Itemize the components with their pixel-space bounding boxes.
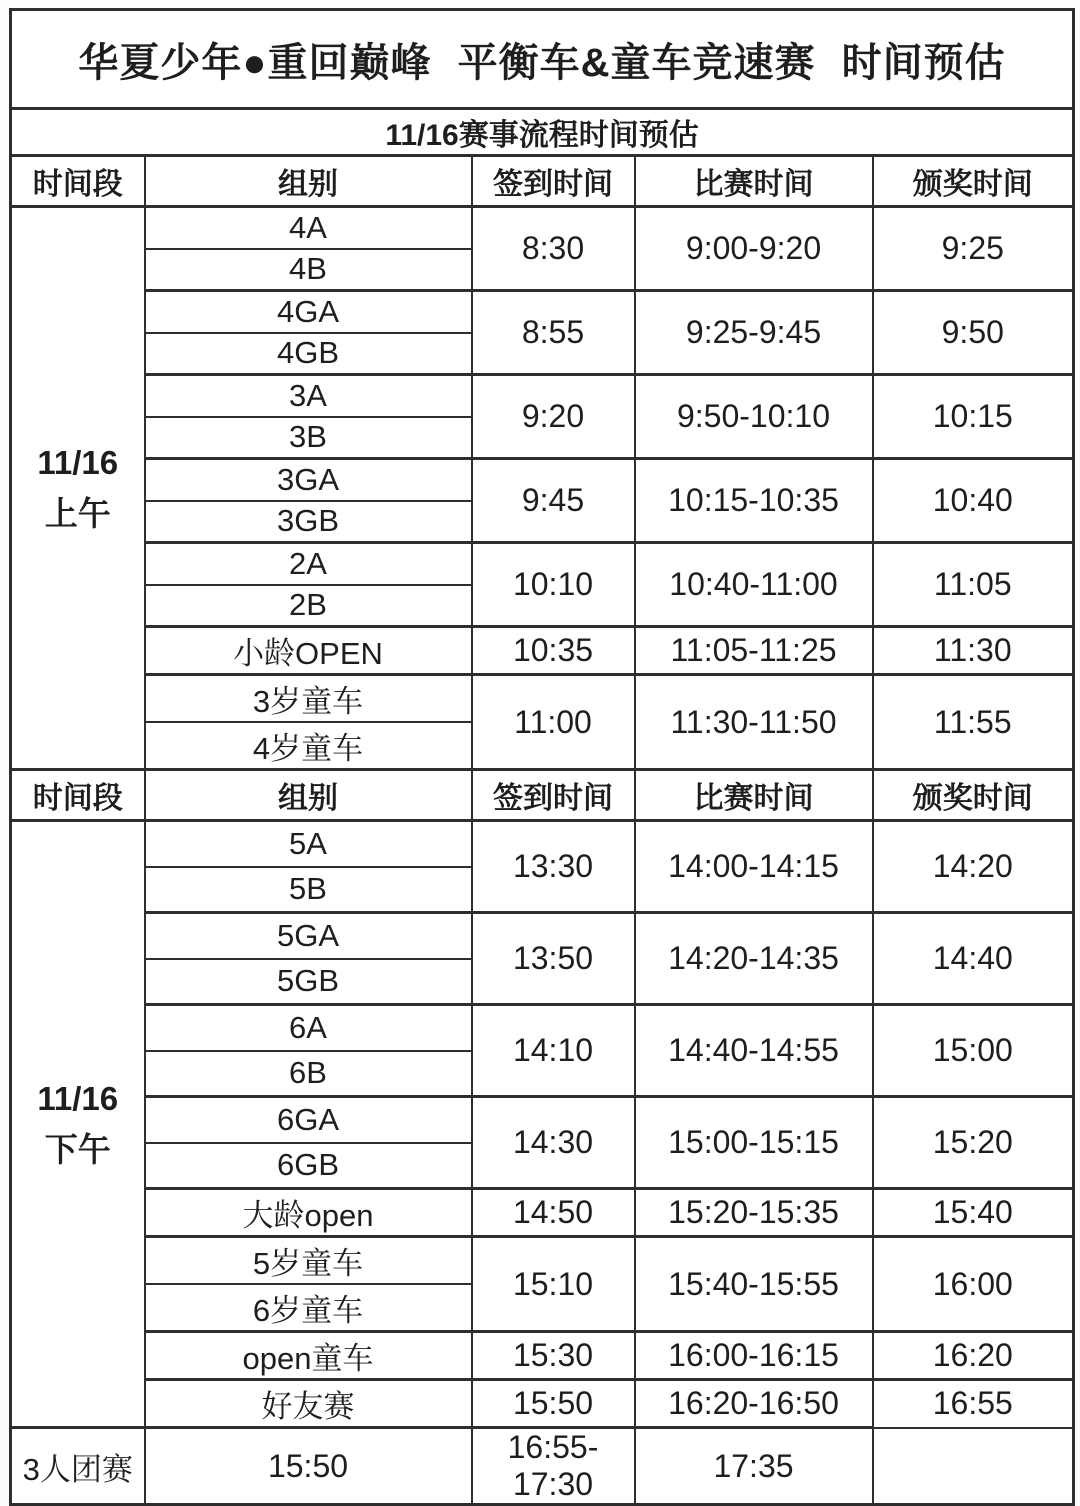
group-cell: 5A xyxy=(145,821,472,867)
group-cell: 2A xyxy=(145,543,472,585)
race-cell: 16:00-16:15 xyxy=(635,1332,873,1380)
group-cell: 6B xyxy=(145,1051,472,1097)
table-row xyxy=(11,627,1074,675)
group-cell: 4岁童车 xyxy=(145,722,472,770)
checkin-cell: 15:30 xyxy=(472,1332,635,1380)
award-cell: 14:20 xyxy=(873,821,1074,913)
race-cell: 14:20-14:35 xyxy=(635,913,873,1005)
table-row xyxy=(11,1237,1074,1285)
column-header-group: 组别 xyxy=(145,156,472,207)
column-header-award: 颁奖时间 xyxy=(873,156,1074,207)
race-cell: 9:25-9:45 xyxy=(635,291,873,375)
column-header-award: 颁奖时间 xyxy=(873,770,1074,821)
group-cell: 3人团赛 xyxy=(11,1428,145,1505)
race-cell: 15:00-15:15 xyxy=(635,1097,873,1189)
award-cell: 10:15 xyxy=(873,375,1074,459)
group-cell: 3GB xyxy=(145,501,472,543)
group-cell: 3B xyxy=(145,417,472,459)
section-title: 11/16赛事流程时间预估 xyxy=(11,109,1074,156)
award-cell: 9:50 xyxy=(873,291,1074,375)
checkin-cell: 15:10 xyxy=(472,1237,635,1332)
table-row xyxy=(11,821,1074,867)
checkin-cell: 14:50 xyxy=(472,1189,635,1237)
period-date: 11/16 xyxy=(37,443,119,481)
page-title: 华夏少年●重回巅峰 平衡车&童车竞速赛 时间预估 xyxy=(11,10,1074,109)
checkin-cell: 13:30 xyxy=(472,821,635,913)
table-row xyxy=(11,1380,1074,1428)
period-label: 下午 xyxy=(44,1131,111,1168)
award-cell: 16:55 xyxy=(873,1380,1074,1428)
group-cell: 大龄open xyxy=(145,1189,472,1237)
group-cell: 好友赛 xyxy=(145,1380,472,1428)
award-cell: 16:20 xyxy=(873,1332,1074,1380)
award-cell: 10:40 xyxy=(873,459,1074,543)
group-cell: 3A xyxy=(145,375,472,417)
table-row xyxy=(11,1428,1074,1505)
period-label: 上午 xyxy=(44,495,111,532)
table-row xyxy=(11,291,1074,333)
award-cell: 11:05 xyxy=(873,543,1074,627)
period-cell-morning xyxy=(11,207,145,770)
checkin-cell: 10:35 xyxy=(472,627,635,675)
table-row xyxy=(11,207,1074,249)
table-row xyxy=(11,375,1074,417)
column-header-group: 组别 xyxy=(145,770,472,821)
table-row xyxy=(11,1005,1074,1051)
group-cell: 2B xyxy=(145,585,472,627)
race-cell: 16:20-16:50 xyxy=(635,1380,873,1428)
column-header-race: 比赛时间 xyxy=(635,156,873,207)
table-row xyxy=(11,1189,1074,1237)
race-cell: 15:40-15:55 xyxy=(635,1237,873,1332)
race-schedule-table xyxy=(9,8,1075,1506)
group-cell: 小龄OPEN xyxy=(145,627,472,675)
period-date: 11/16 xyxy=(37,1079,119,1117)
column-header-period: 时间段 xyxy=(11,770,145,821)
race-cell: 15:20-15:35 xyxy=(635,1189,873,1237)
award-cell: 17:35 xyxy=(635,1428,873,1505)
column-header-checkin: 签到时间 xyxy=(472,770,635,821)
award-cell: 11:30 xyxy=(873,627,1074,675)
checkin-cell: 10:10 xyxy=(472,543,635,627)
group-cell: 6岁童车 xyxy=(145,1284,472,1332)
race-cell: 9:00-9:20 xyxy=(635,207,873,291)
column-header-period: 时间段 xyxy=(11,156,145,207)
award-cell: 9:25 xyxy=(873,207,1074,291)
group-cell: 4B xyxy=(145,249,472,291)
race-cell: 14:00-14:15 xyxy=(635,821,873,913)
group-cell: 6GA xyxy=(145,1097,472,1143)
group-cell: 3GA xyxy=(145,459,472,501)
award-cell: 15:40 xyxy=(873,1189,1074,1237)
table-row xyxy=(11,1097,1074,1143)
checkin-cell: 14:10 xyxy=(472,1005,635,1097)
group-cell: 4GA xyxy=(145,291,472,333)
checkin-cell: 11:00 xyxy=(472,675,635,770)
award-cell: 11:55 xyxy=(873,675,1074,770)
race-cell: 10:15-10:35 xyxy=(635,459,873,543)
group-cell: 4A xyxy=(145,207,472,249)
checkin-cell: 9:45 xyxy=(472,459,635,543)
group-cell: open童车 xyxy=(145,1332,472,1380)
period-cell-afternoon xyxy=(11,821,145,1428)
race-cell: 11:05-11:25 xyxy=(635,627,873,675)
group-cell: 5GA xyxy=(145,913,472,959)
award-cell: 14:40 xyxy=(873,913,1074,1005)
group-cell: 5B xyxy=(145,867,472,913)
group-cell: 5岁童车 xyxy=(145,1237,472,1285)
group-cell: 3岁童车 xyxy=(145,675,472,723)
checkin-cell: 8:55 xyxy=(472,291,635,375)
group-cell: 5GB xyxy=(145,959,472,1005)
award-cell: 16:00 xyxy=(873,1237,1074,1332)
table-row xyxy=(11,1332,1074,1380)
column-header-race: 比赛时间 xyxy=(635,770,873,821)
race-cell: 16:55-17:30 xyxy=(472,1428,635,1505)
checkin-cell: 8:30 xyxy=(472,207,635,291)
table-row xyxy=(11,913,1074,959)
group-cell: 4GB xyxy=(145,333,472,375)
checkin-cell: 9:20 xyxy=(472,375,635,459)
column-header-checkin: 签到时间 xyxy=(472,156,635,207)
table-row xyxy=(11,675,1074,723)
header-row xyxy=(11,770,1074,821)
table-row xyxy=(11,543,1074,585)
table-row xyxy=(11,459,1074,501)
header-row xyxy=(11,156,1074,207)
race-cell: 10:40-11:00 xyxy=(635,543,873,627)
checkin-cell: 15:50 xyxy=(472,1380,635,1428)
checkin-cell: 15:50 xyxy=(145,1428,472,1505)
group-cell: 6A xyxy=(145,1005,472,1051)
checkin-cell: 13:50 xyxy=(472,913,635,1005)
award-cell: 15:20 xyxy=(873,1097,1074,1189)
checkin-cell: 14:30 xyxy=(472,1097,635,1189)
race-cell: 9:50-10:10 xyxy=(635,375,873,459)
award-cell: 15:00 xyxy=(873,1005,1074,1097)
group-cell: 6GB xyxy=(145,1143,472,1189)
race-cell: 11:30-11:50 xyxy=(635,675,873,770)
race-cell: 14:40-14:55 xyxy=(635,1005,873,1097)
